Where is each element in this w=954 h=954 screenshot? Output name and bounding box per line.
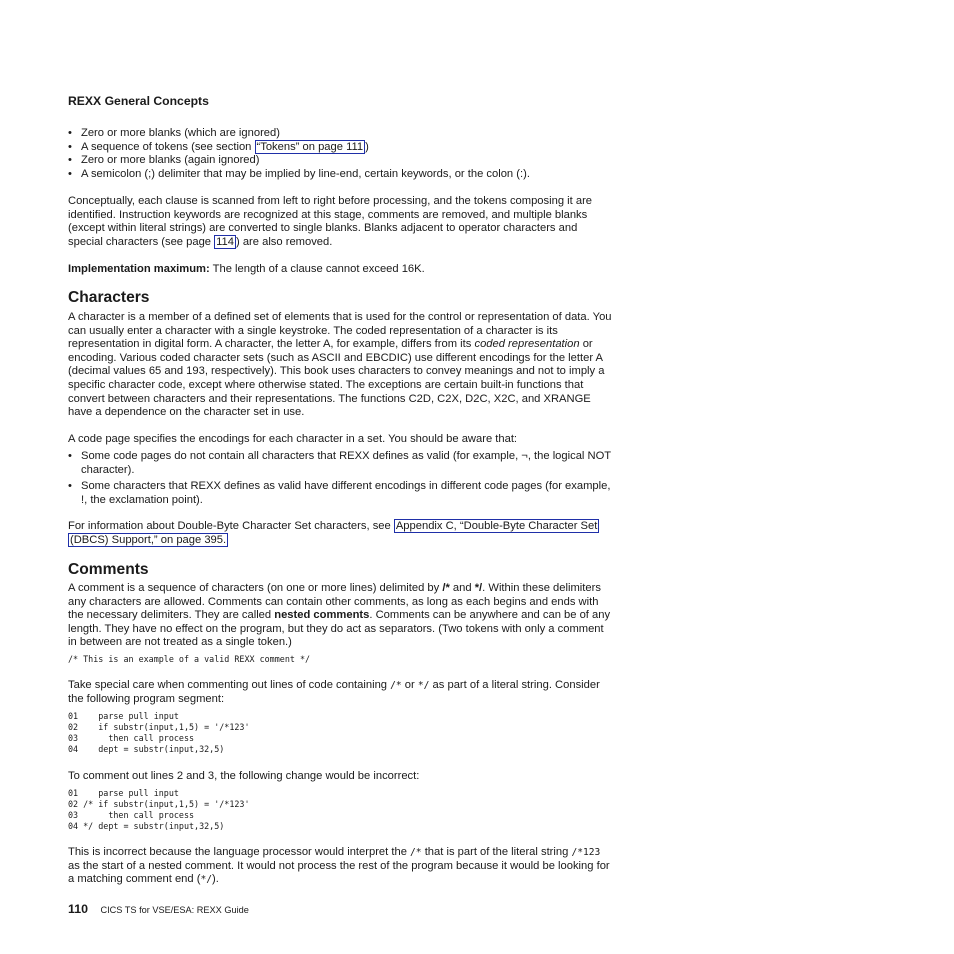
special-care-paragraph: Take special care when commenting out lines of code containing /* or */ as part of a literal string. Consider the following program segment:: [68, 679, 600, 705]
list-item: • Some characters that REXX defines as valid have different encodings in different code pages (for example, !, the exclamation point).: [68, 480, 613, 507]
appendix-c-link-continued[interactable]: (DBCS) Support,” on page 395.: [70, 533, 227, 546]
page-footer: [68, 900, 249, 918]
program-segment-code: 01 parse pull input 02 if substr(input,1,5) = '/*123' 03 then call process 04 dept = substr(input,32,5): [68, 711, 250, 755]
list-item: • Zero or more blanks (again ignored): [68, 154, 613, 168]
incorrect-change-intro: To comment out lines 2 and 3, the following change would be incorrect:: [68, 770, 420, 782]
characters-heading: Characters: [68, 289, 150, 306]
clause-components-list: [68, 127, 613, 181]
code-page-paragraph: A code page specifies the encodings for each character in a set. You should be aware that:: [68, 433, 518, 445]
code-page-notes-list: [68, 450, 613, 507]
list-item: • Zero or more blanks (which are ignored): [68, 127, 613, 141]
running-head: REXX General Concepts: [68, 94, 209, 108]
list-item: • Some code pages do not contain all characters that REXX defines as valid (for example, ¬, the logical NOT character).: [68, 450, 613, 477]
implementation-maximum-note: Implementation maximum: The length of a clause cannot exceed 16K.: [68, 263, 425, 275]
appendix-c-link[interactable]: Appendix C, “Double-Byte Character Set: [395, 520, 598, 532]
comment-example: /* This is an example of a valid REXX comment */: [68, 654, 311, 664]
page-114-link[interactable]: 114: [216, 235, 234, 248]
comments-paragraph: A comment is a sequence of characters (on one or more lines) delimited by /* and */. Within these delimiters any characters are allowed. Comments can contain other comments, as long as each begins and ends with the necessary delimiters. They are called nested comments. Comments can be anywhere and can be of any length. They have no effect on the program, but they do act as separators. (Two tokens with only a comment in between are not treated as a single token.): [68, 582, 611, 649]
explanation-paragraph: This is incorrect because the language processor would interpret the /* that is part of the literal string /*123 as the start of a nested comment. It would not process the rest of the program because it would be looking for a matching comment end (*/).: [68, 846, 610, 886]
list-item: • A semicolon (;) delimiter that may be implied by line-end, certain keywords, or the colon (:).: [68, 168, 613, 182]
dbcs-reference: For information about Double-Byte Character Set characters, see Appendix C, “Double-Byte Character Set (DBCS) Support,” on page 395.: [68, 520, 598, 546]
incorrect-change-code: 01 parse pull input 02 /* if substr(input,1,5) = '/*123' 03 then call process 04 */ dept = substr(input,32,5): [68, 788, 250, 832]
page-number: 110: [68, 902, 88, 916]
clause-scanning-paragraph: Conceptually, each clause is scanned from left to right before processing, and the tokens composing it are identified. Instruction keywords are recognized at this stage, comments are removed, and multiple blanks (except within literal strings) are converted to single blanks. Blanks adjacent to operator characters and special characters (see page 114 ) are also removed.: [68, 195, 593, 248]
tokens-page-link[interactable]: “Tokens” on page 111: [256, 140, 364, 153]
characters-paragraph: A character is a member of a defined set of elements that is used for the control or representation of data. You can usually enter a character with a single keystroke. The coded representation of a character is its representation in digital form. A character, the letter A, for example, differs from its coded representation or encoding. Various coded character sets (such as ASCII and EBCDIC) use different encodings for the letter A (decimal values 65 and 193, respectively). This book uses characters to convey meanings and not to imply a specific character code, except where otherwise stated. The exceptions are certain built-in functions that convert between characters and their representations. The functions C2D, C2X, D2C, X2C, and XRANGE have a dependence on the character set in use.: [68, 311, 612, 419]
book-title: CICS TS for VSE/ESA: REXX Guide: [100, 905, 249, 915]
list-item: • A sequence of tokens (see section “Tokens” on page 111 ): [68, 141, 613, 155]
comments-heading: Comments: [68, 561, 149, 578]
